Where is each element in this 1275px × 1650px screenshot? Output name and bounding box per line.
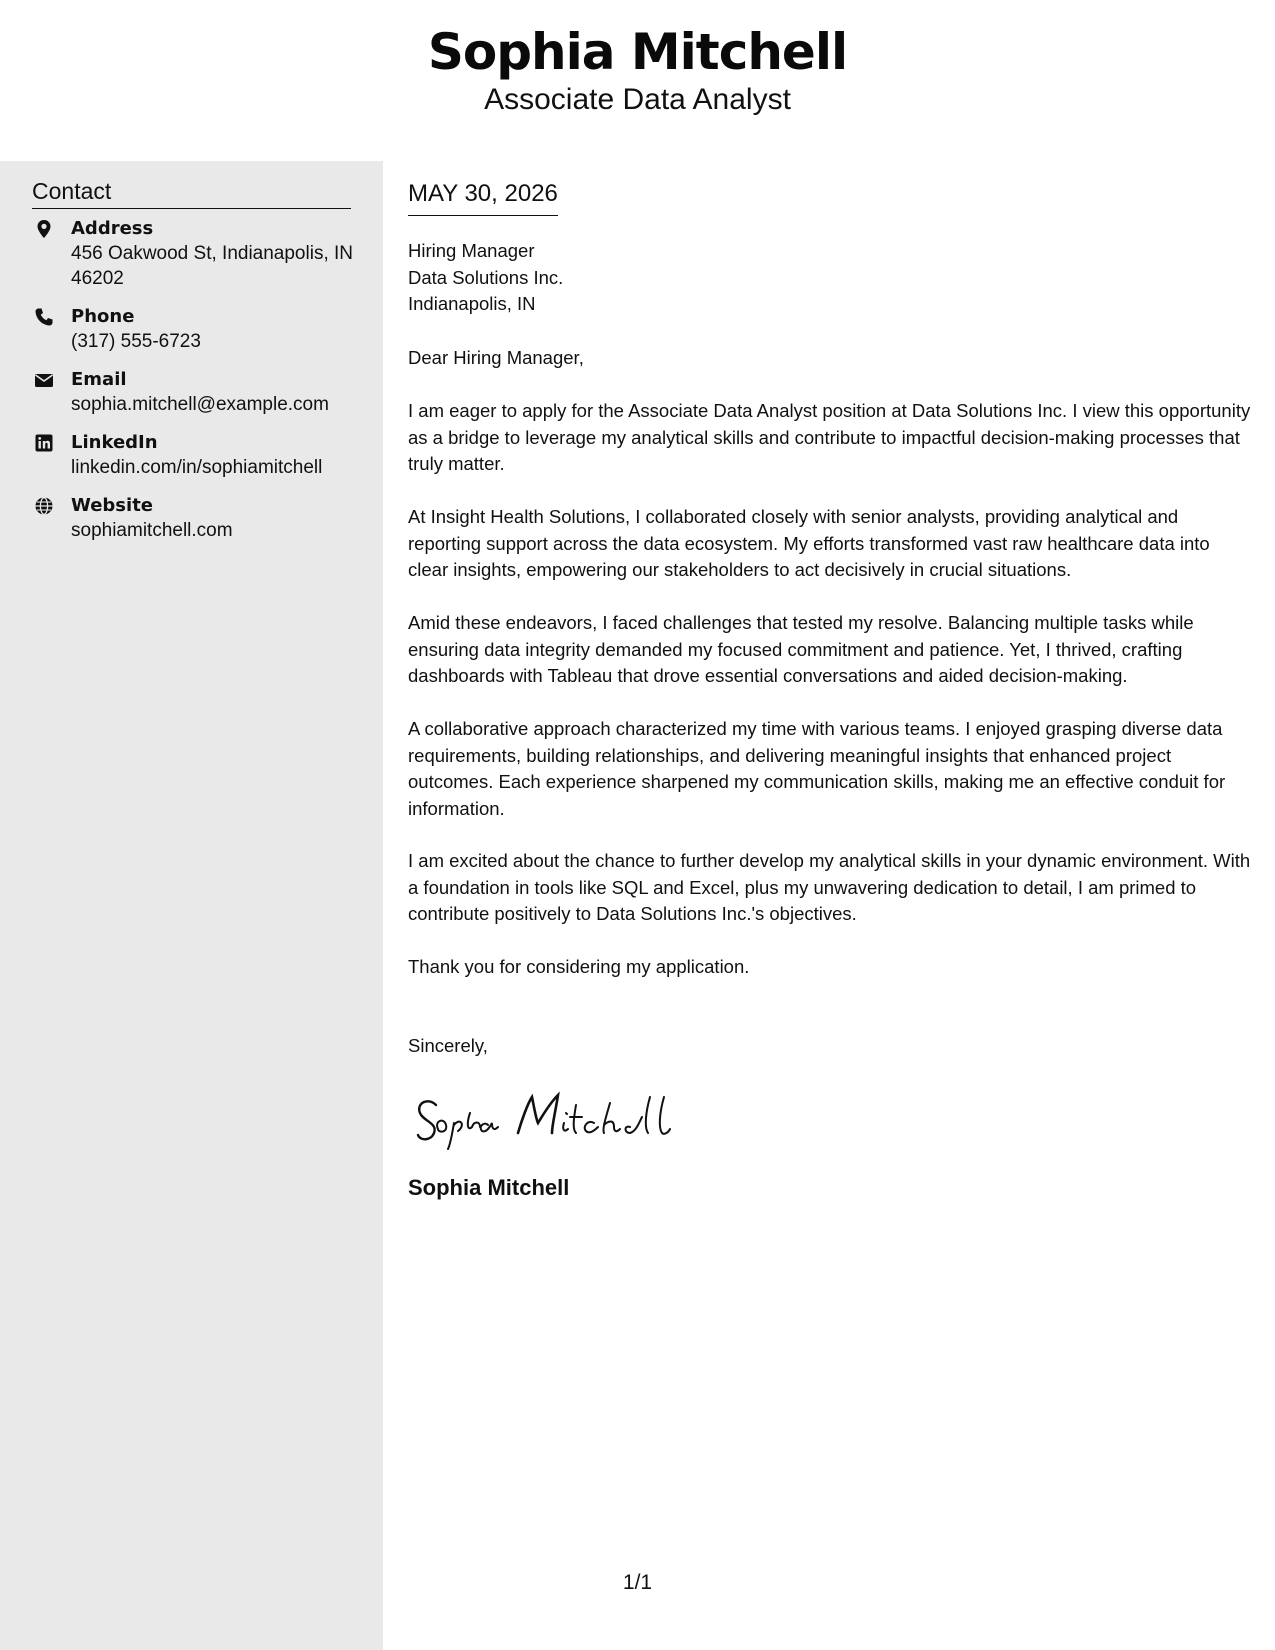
paragraph: At Insight Health Solutions, I collaborated closely with senior analysts, providing analytical and reporting support across the data ecosystem. My efforts transformed vast raw healthcare data into clear insights, empowering our stakeholders to act decisively in crucial situations. <box>408 506 1210 580</box>
envelope-icon <box>34 370 54 390</box>
paragraph: Amid these endeavors, I faced challenges that tested my resolve. Balancing multiple tasks while ensuring data integrity demanded my focused commitment and patience. Yet, I thrived, crafting dashboards with Tableau that drove essential conversations and aided decision-making. <box>408 612 1194 686</box>
signed-name: Sophia Mitchell <box>408 1175 570 1200</box>
contact-label: LinkedIn <box>71 432 158 453</box>
contact-label: Address <box>71 218 154 239</box>
contact-heading: Contact <box>32 176 351 209</box>
signature <box>414 1083 674 1153</box>
recipient-block <box>408 238 563 318</box>
contact-value[interactable]: 456 Oakwood St, Indianapolis, IN 46202 <box>71 243 354 289</box>
contact-label: Email <box>71 369 127 390</box>
contact-value[interactable]: (317) 555-6723 <box>71 331 201 352</box>
letter-date: MAY 30, 2026 <box>408 179 558 216</box>
phone-icon <box>34 307 54 327</box>
contact-value[interactable]: sophia.mitchell@example.com <box>71 394 329 415</box>
recipient-line: Hiring Manager <box>408 240 535 261</box>
paragraph: I am eager to apply for the Associate Data Analyst position at Data Solutions Inc. I view this opportunity as a bridge to leverage my analytical skills and contribute to impactful decision-making processes that truly matter. <box>408 400 1251 474</box>
linkedin-icon <box>34 433 54 453</box>
letter-header <box>0 0 1275 161</box>
salutation: Dear Hiring Manager, <box>408 347 584 368</box>
recipient-line: Data Solutions Inc. <box>408 266 564 288</box>
globe-icon <box>34 496 54 516</box>
contact-value[interactable]: linkedin.com/in/sophiamitchell <box>71 457 323 478</box>
map-pin-icon <box>34 219 54 239</box>
page-number: 1/1 <box>622 1571 653 1594</box>
contact-label: Website <box>71 495 154 516</box>
paragraph: A collaborative approach characterized my time with various teams. I enjoyed grasping diverse data requirements, building relationships, and delivering meaningful insights that enhanced project outcomes. Each experience sharpened my communication skills, making me an effective conduit for information. <box>408 718 1226 819</box>
contact-value[interactable]: sophiamitchell.com <box>71 520 233 541</box>
signoff: Sincerely, <box>408 1035 488 1056</box>
paragraph: I am excited about the chance to further develop my analytical skills in your dynamic environment. With a foundation in tools like SQL and Excel, plus my unwavering dedication to detail, I am primed to contribute positively to Data Solutions Inc.'s objectives. <box>408 850 1251 924</box>
contact-sidebar <box>0 161 383 1650</box>
contact-label: Phone <box>71 306 135 327</box>
applicant-title: Associate Data Analyst <box>484 83 791 116</box>
applicant-name: Sophia Mitchell <box>427 23 848 81</box>
recipient-line: Indianapolis, IN <box>408 293 536 314</box>
closing-thanks: Thank you for considering my application. <box>408 956 750 977</box>
